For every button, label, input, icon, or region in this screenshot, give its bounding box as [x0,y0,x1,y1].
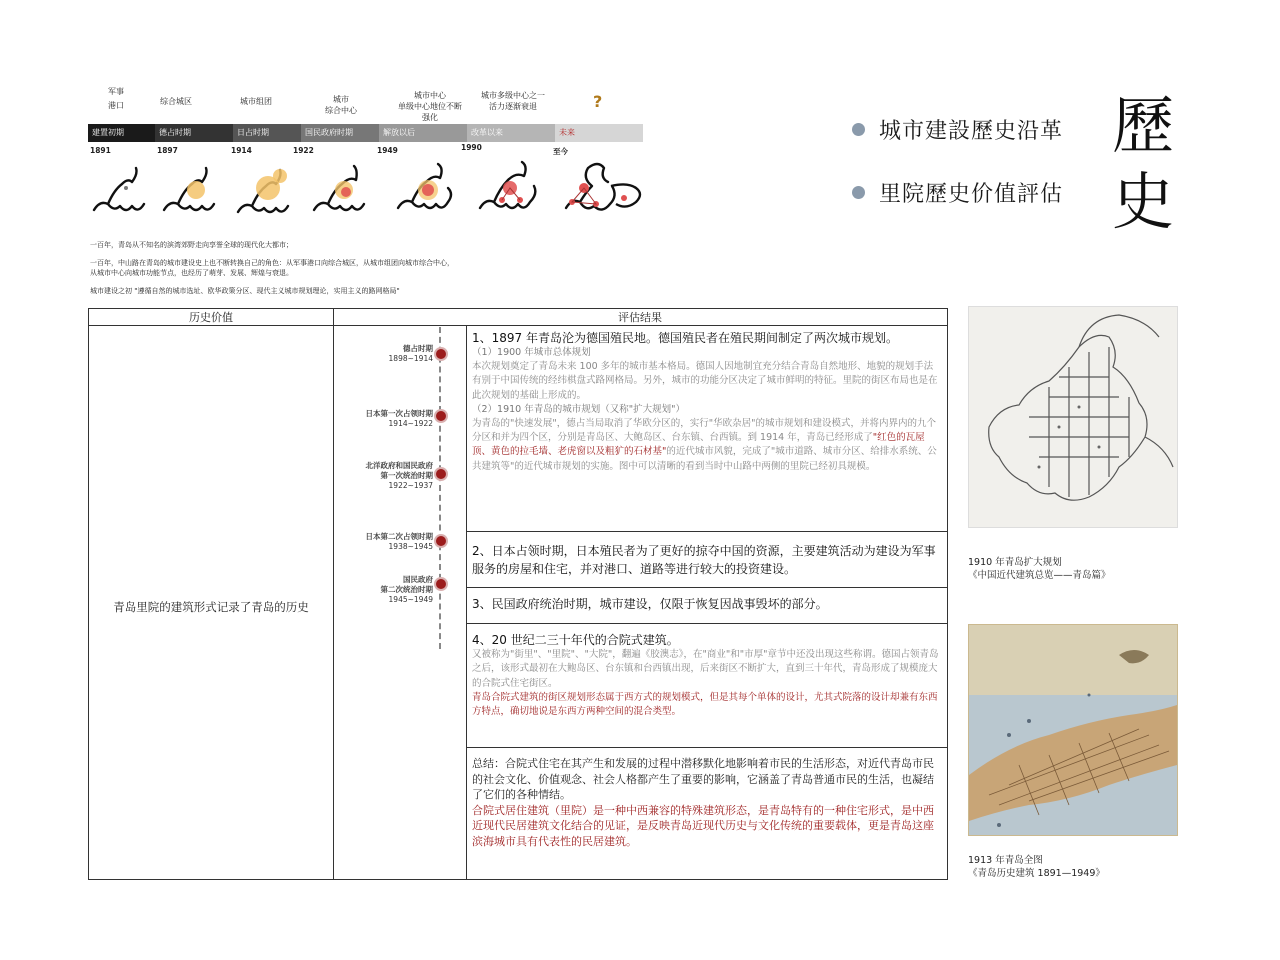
timeline-marker [434,577,448,591]
title-char-shi: 史 [1112,165,1175,238]
year-label: 1891 [90,146,111,155]
period-segment-initial: 建置初期 [88,124,155,142]
period-segment-nationalist: 国民政府时期 [301,124,379,142]
row-subtitle: （2）1910 年青岛的城市规划（又称"扩大规划"） [472,403,685,415]
evaluation-row-nationalist-rule [466,588,948,624]
year-label: 1897 [157,146,178,155]
period-segment-future: 未来 [555,124,643,142]
bullet-dot [852,186,865,199]
image-caption: 1913 年青岛全图 [968,855,1043,866]
summary-text: 总结：合院式住宅在其产生和发展的过程中潜移默化地影响着市民的生活形态，对近代青岛市民的社会文化、价值观念、社会人格都产生了重要的影响，它涵盖了青岛普通市民的生活，也凝结了它们的各种情结。 [472,757,934,802]
row-title: 1、1897 年青岛沦为德国殖民地。德国殖民者在殖民期间制定了两次城市规划。 [472,331,898,345]
bullet-dot [852,123,865,136]
phase-label-city-cluster: 城市组团 [240,97,272,106]
row-body: 本次规划奠定了青岛未来 100 多年的城市基本格局。德国人因地制宜充分结合青岛自然地形、地貌的规划手法有别于中国传统的经纬棋盘式路网格局。另外，城市的功能分区决定了城市鲜明的特征。里院的街区布局也是在此次规划的基础上形成的。 [472,361,938,401]
header-bullet-evaluation [852,177,1063,208]
intro-line: 城市建设之初 "遵循自然的城市选址、欧华政策分区、现代主义城市规划理论，实用主义的路网格局" [90,287,400,295]
bullet-text: 城市建設歷史沿革 [879,119,1064,144]
coastline-evolution-sketches [88,160,648,222]
timeline-marker [434,347,448,361]
phase-label-military-port: 军事 港口 [108,87,124,110]
highlight-text: "红色的瓦屋顶、黄色的拉毛墙、老虎窗以及粗犷的石材基" [472,432,925,458]
header-bullet-history [852,114,1063,145]
evaluation-row-german-planning [466,326,948,532]
period-segment-reform: 改革以来 [467,124,555,142]
phase-label-comprehensive-district: 综合城区 [160,97,192,106]
title-char-li: 歷 [1112,89,1175,162]
bullet-text: 里院歷史价值評估 [879,182,1064,207]
intro-line: 从城市中心向城市功能节点，也经历了萌芽、发展、辉煌与衰退。 [90,269,293,277]
timeline-dashed-line [439,327,441,649]
year-label: 1990 [461,143,482,152]
timeline-marker [434,534,448,548]
map-illustration-icon [969,307,1177,527]
year-label: 1914 [231,146,252,155]
intro-line: 一百年，青岛从不知名的滨湾郊野走向享誉全球的现代化大都市； [90,241,293,249]
panorama-illustration-icon [969,625,1177,835]
table-header-evaluation-result: 评估结果 [333,309,947,326]
year-label: 1922 [293,146,314,155]
row-body: 又被称为"街里"、"里院"、"大院"，翻遍《胶澳志》，在"商业"和"市厚"章节中还没出现这些称谓。德国占领青岛之后，该形式最初在大鲍岛区、台东镇和台西镇出现，后来街区不断扩大，直到三十年代，青岛形成了规模庞大的合院式住宅街区。 [472,649,939,689]
evaluation-row-summary [466,748,948,879]
timeline-period-label: 日本第一次占领时期 1914~1922 [365,409,433,428]
image-source: 《中国近代建筑总览——青岛篇》 [968,570,1111,581]
row-title: 2、日本占领时期，日本殖民者为了更好的掠夺中国的资源，主要建筑活动为建设为军事服务的房屋和住宅，并对港口、道路等进行较大的投资建设。 [472,544,936,576]
year-label: 1949 [377,146,398,155]
period-segment-liberation: 解放以后 [379,124,467,142]
row-title: 4、20 世纪二三十年代的合院式建筑。 [472,633,679,647]
summary-highlight: 合院式居住建筑（里院）是一种中西兼容的特殊建筑形态，是青岛特有的一种住宅形式，是中西近现代民居建筑文化结合的见证，是反映青岛近现代历史与文化传统的重要载体，更是青岛这座滨海城市具有代表性的民居建筑。 [472,803,934,848]
phase-label-city-comprehensive-center: 城市 综合中心 [325,95,357,115]
image-caption: 1910 年青岛扩大规划 [968,557,1062,568]
timeline-marker [434,467,448,481]
timeline-period-label: 德占时期 1898~1914 [388,344,433,363]
intro-line: 一百年，中山路在青岛的城市建设史上也不断转换自己的角色：从军事港口向综合城区，从城市组团向城市综合中心， [90,259,454,267]
evaluation-row-courtyard-buildings [466,624,948,748]
image-source: 《青岛历史建筑 1891—1949》 [968,868,1105,879]
evaluation-row-japanese-occupation [466,532,948,588]
history-value-statement: 青岛里院的建筑形式记录了青岛的历史 [113,600,309,614]
row-subtitle: （1）1900 年城市总体规划 [472,347,591,358]
row-title: 3、民国政府统治时期，城市建设，仅限于恢复因战事毁坏的部分。 [472,597,828,611]
row-highlight: 青岛合院式建筑的街区规划形态属于西方式的规划模式，但是其每个单体的设计，尤其式院落的设计却兼有东西方特点，确切地说是东西方两种空间的混合类型。 [472,691,938,718]
phase-label-multi-center: 城市多级中心之一 活力逐渐衰退 [481,91,545,111]
map-1910-expansion-plan [968,306,1178,528]
timeline-marker [434,409,448,423]
period-segment-japanese: 日占时期 [233,124,301,142]
period-segment-german: 德占时期 [155,124,233,142]
phase-label-city-center: 城市中心 单级中心地位不断 强化 [398,91,462,122]
evaluation-table [88,308,948,880]
timeline-period-label: 国民政府 第二次统治时期 1945~1949 [380,575,433,604]
table-header-history-value: 历史价值 [89,309,333,326]
map-1913-panorama [968,624,1178,836]
timeline-period-label: 日本第二次占领时期 1938~1945 [365,532,433,551]
future-question-mark: ? [593,92,603,111]
year-label: 至今 [553,147,568,156]
timeline-period-label: 北洋政府和国民政府 第一次统治时期 1922~1937 [365,461,433,490]
row-body: 为青岛的"快速发展"，德占当局取消了华欧分区的，实行"华欧杂居"的城市规划和建设模式，并将内界内的九个分区和并为四个区，分别是青岛区、大鲍岛区、台东镇、台西镇。到 1914 年，青岛已经形成了"红色的瓦屋顶、黄色的拉毛墙、老虎窗以及粗犷的石材基"的近代城市风貌，完成了"城市道路、城市分区、给排水系统、公共建筑等"的近代城市规划的实施。图中可以清晰的看到当时中山路中两侧的里院已经初具规模。 [472,417,937,472]
